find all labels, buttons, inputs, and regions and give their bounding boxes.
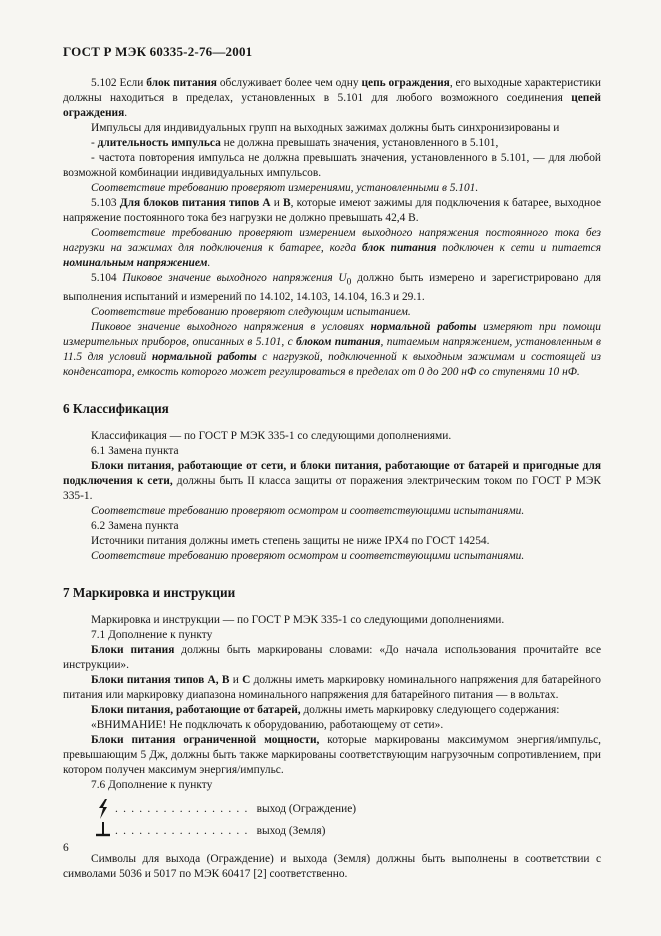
closing-paragraph: Символы для выхода (Ограждение) и выхода (Земля) должны быть выполнены в соответствии с символами 5036 и 5017 по МЭК 60417 [2] соответственно. — [63, 853, 601, 881]
bullet-item: - частота повторения импульса не должна превышать значения, установленного в 5.101, — для любой возможной комбинации индивидуальных импульсов. — [63, 152, 601, 179]
clause-heading: 7.6 Дополнение к пункту — [91, 779, 213, 792]
lightning-icon — [93, 799, 113, 819]
clause-heading: 7.1 Дополнение к пункту — [91, 629, 213, 642]
clause-heading: 6.2 Замена пункта — [91, 520, 179, 533]
bullet-item: - длительность импульса не должна превышать значения, установленного в 5.101, — [91, 137, 499, 149]
clause-text: Источники питания должны иметь степень защиты не ниже IPX4 по ГОСТ 14254. — [91, 535, 490, 548]
section-heading: 6 Классификация — [63, 401, 169, 417]
clause-text: Блоки питания ограниченной мощности, которые маркированы максимумом энергия/импульс, превышающим 5 Дж, должны быть также маркированы соответствующим нагрузочным сопротивлением, при котором получен максимум энергия/импульс. — [63, 734, 601, 777]
section-intro: Маркировка и инструкции — по ГОСТ Р МЭК 335-1 со следующими дополнениями. — [91, 614, 505, 627]
compliance-check: Соответствие требованию проверяют измерениями, установленными в 5.101. — [91, 182, 479, 194]
legend-row-fence: . . . . . . . . . . . . . . . . . выход (Ограждение) — [93, 798, 601, 820]
warning-quote: «ВНИМАНИЕ! Не подключать к оборудованию, работающему от сети». — [91, 719, 444, 732]
clause-text: Блоки питания типов А, В и С должны иметь маркировку номинального напряжения для батарейного питания или маркировку диапазона номинального напряжения для батарейного питания — в вольтах. — [63, 674, 601, 702]
clause-text: Блоки питания, работающие от сети, и блоки питания, работающие от батарей и пригодные для подключения к сети, должны быть II класса защиты от поражения электрическим током по ГОСТ Р МЭК 335-1. — [63, 460, 601, 503]
compliance-check: Соответствие требованию проверяют осмотром и соответствующими испытаниями. — [91, 550, 525, 563]
compliance-check: Соответствие требованию проверяют измерением выходного напряжения постоянного тока без нагрузки на зажимах для подключения к батарее, когда блок питания подключен к сети и питается номинальным напряжением. — [63, 227, 601, 269]
legend-row-ground: . . . . . . . . . . . . . . . . . выход (Земля) — [93, 820, 601, 842]
clause-5-102: 5.102 Если блок питания обслуживает более чем одну цепь ограждения, его выходные характеристики должны находиться в пределах, установленных в 5.101 для любого возможного соединения цепей ограждения. — [63, 77, 601, 119]
clause-5-104: 5.104 Пиковое значение выходного напряжения $U_0$ должно быть измерено и зарегистрировано для выполнения испытаний и измерений по 14.102, 14.103, 14.104, 16.3 и 29.1. — [63, 272, 601, 304]
clause-5-103: 5.103 Для блоков питания типов А и В, которые имеют зажимы для подключения к батарее, выходное напряжение постоянного тока без нагрузки не должно превышать 42,4 В. — [63, 197, 602, 224]
section-heading: 7 Маркировка и инструкции — [63, 585, 236, 601]
clause-heading: 6.1 Замена пункта — [91, 445, 179, 458]
compliance-check: Соответствие требованию проверяют осмотром и соответствующими испытаниями. — [91, 505, 525, 518]
pulse-intro: Импульсы для индивидуальных групп на выходных зажимах должны быть синхронизированы и — [91, 122, 560, 134]
clause-text: Блоки питания должны быть маркированы словами: «До начала использования прочитайте все инструкции». — [63, 644, 601, 672]
ground-icon — [93, 821, 113, 841]
page-number: 6 — [63, 842, 69, 854]
compliance-check: Соответствие требованию проверяют следующим испытанием. — [91, 306, 411, 319]
document-header: ГОСТ Р МЭК 60335-2-76—2001 — [63, 44, 253, 59]
document-body — [63, 76, 601, 882]
section-intro: Классификация — по ГОСТ Р МЭК 335-1 со следующими дополнениями. — [91, 430, 452, 443]
clause-text: Блоки питания, работающие от батарей, должны иметь маркировку следующего содержания: — [91, 704, 560, 717]
test-description: Пиковое значение выходного напряжения в условиях нормальной работы измеряют при помощи измерительных приборов, описанных в 5.101, с блоком питания, питаемым напряжением, установленным в 11.5 для условий нормальной работы с нагрузкой, подключенной к выходным зажимам и состоящей из конденсатора, емкость которого может регулироваться в пределах от 0 до 200 нФ со ступенями 10 нФ. — [63, 321, 601, 379]
